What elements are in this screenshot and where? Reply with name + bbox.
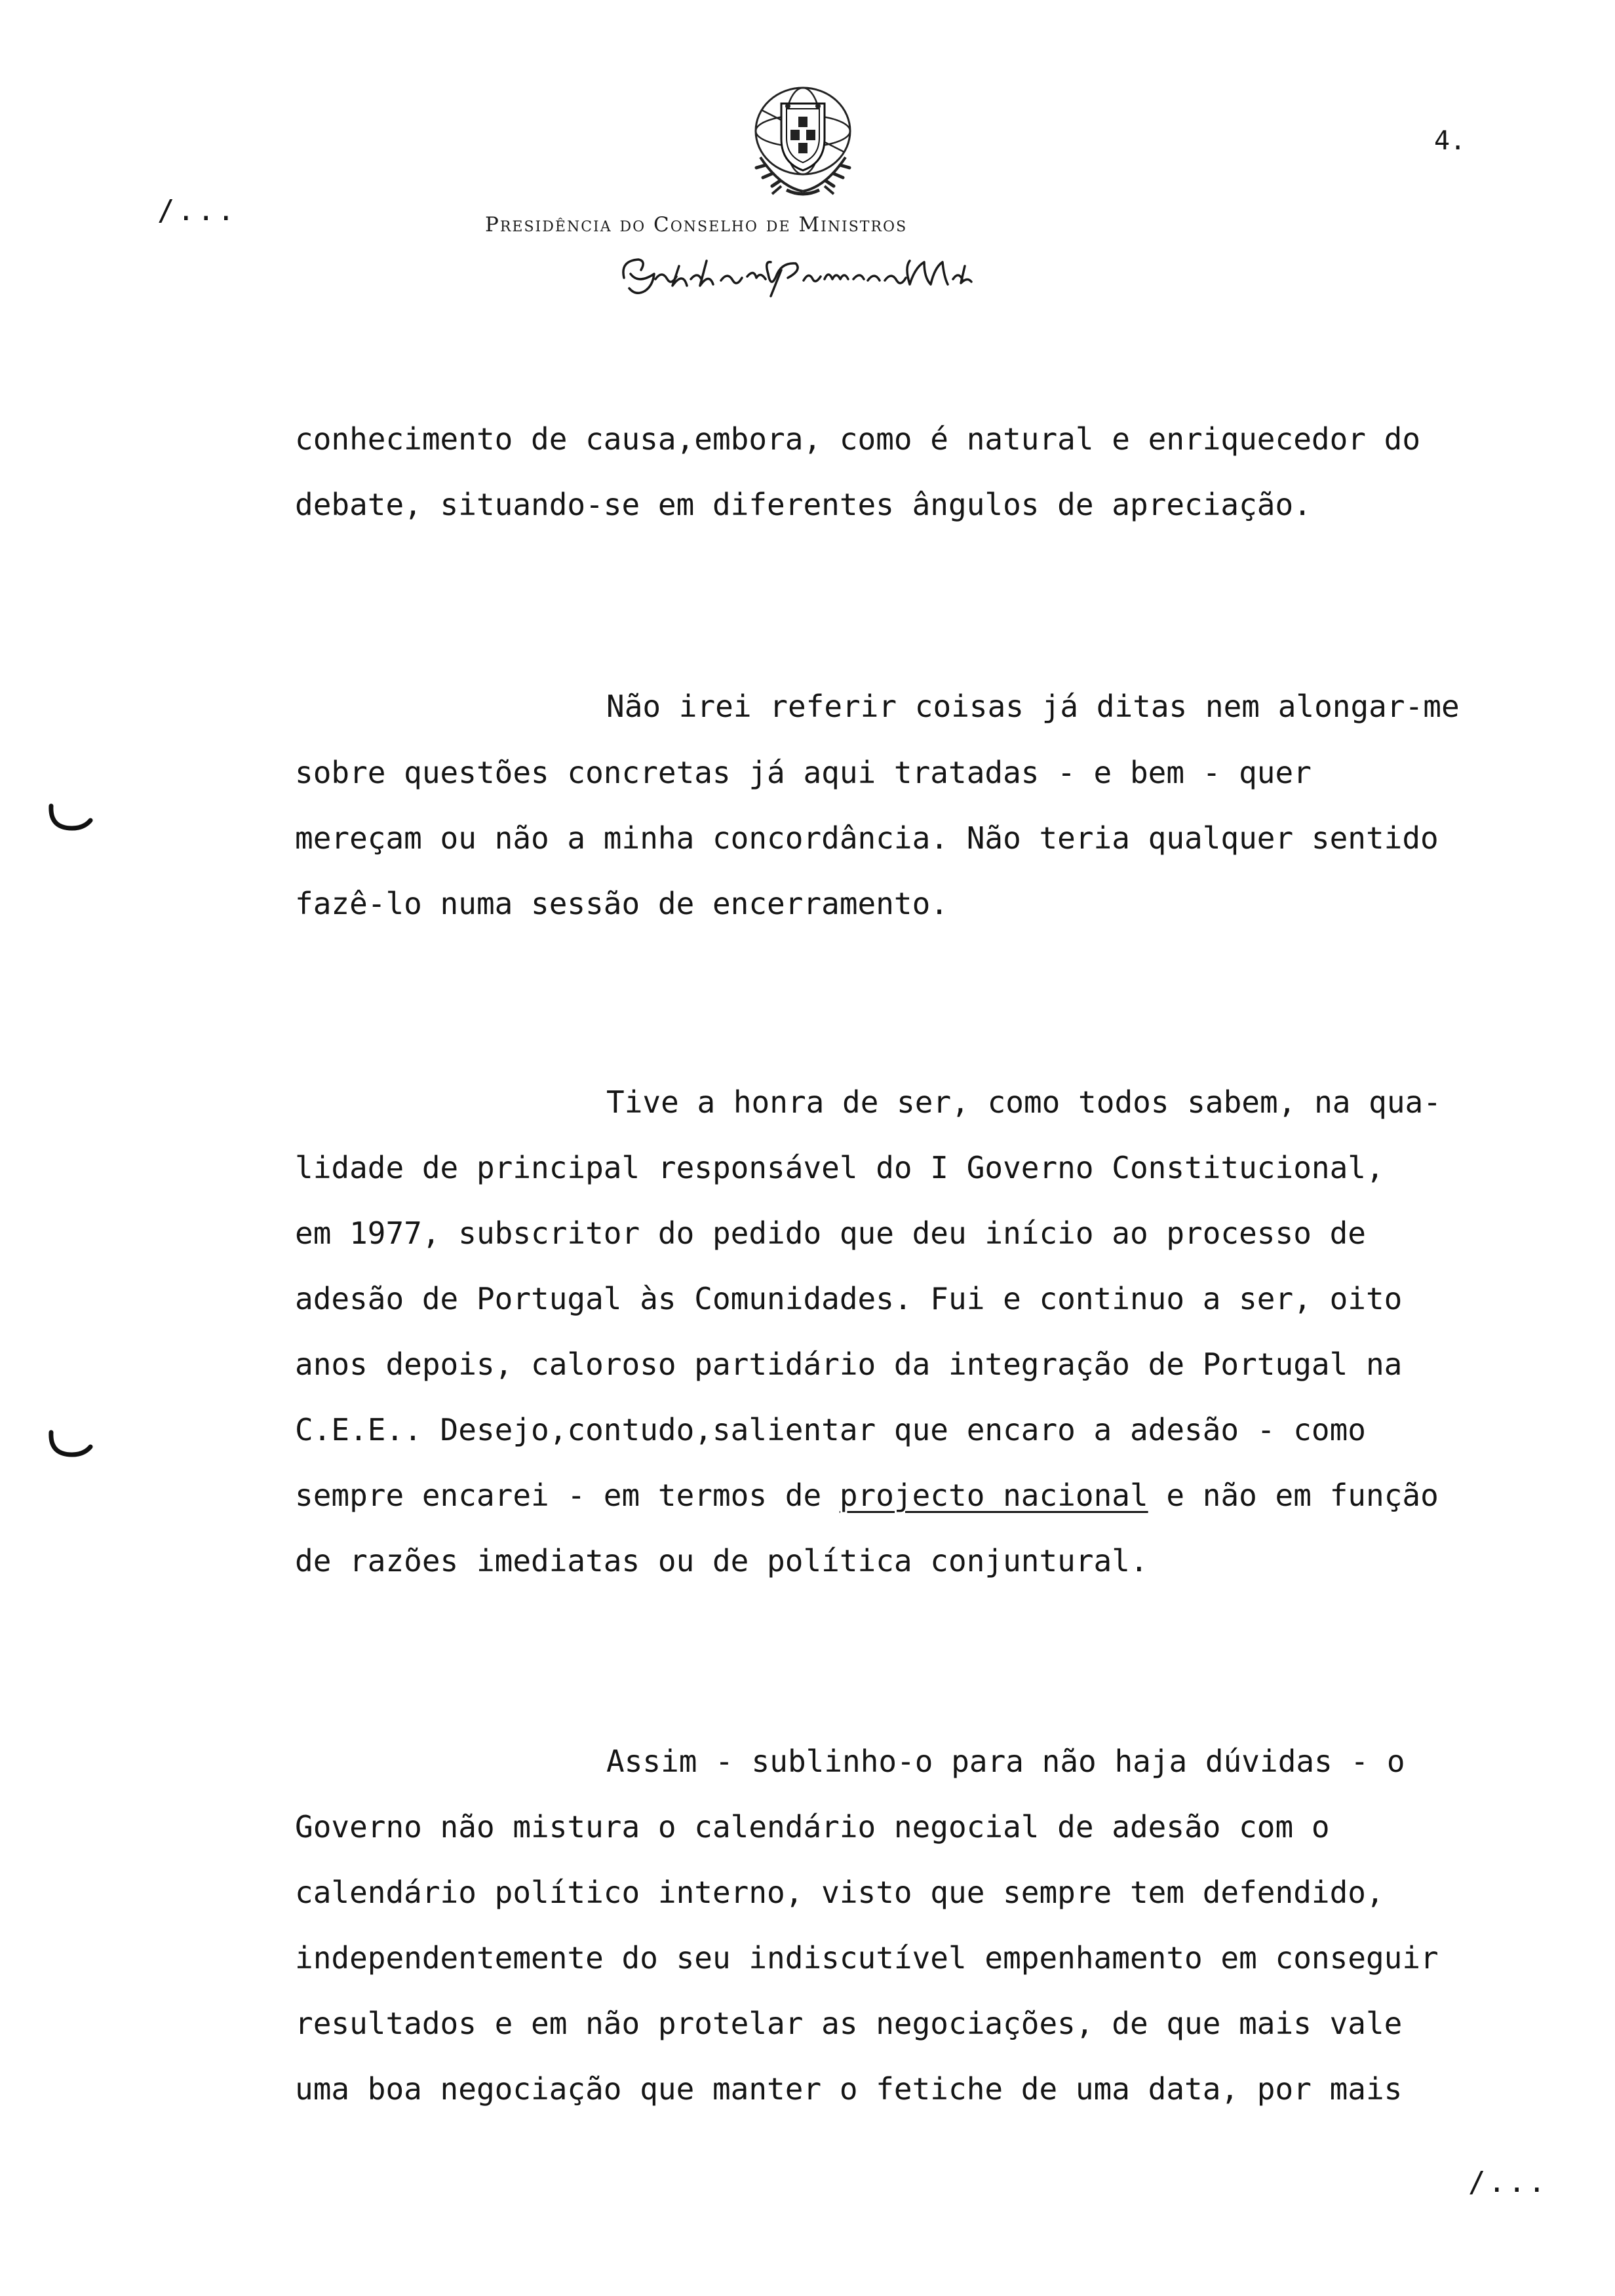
line-7-suffix: e não em função (1166, 1478, 1439, 1513)
paragraph-4-line-3: calendário político interno, visto que sempre tem defendido, (295, 1875, 1384, 1910)
paragraph-3-line-4: adesão de Portugal às Comunidades. Fui e continuo a ser, oito (295, 1281, 1403, 1316)
cabinet-script-heading (616, 248, 983, 300)
paragraph-3-line-1: Tive a honra de ser, como todos sabem, na qua- (606, 1084, 1441, 1120)
paragraph-2-line-1: Não irei referir coisas já ditas nem alongar-me (606, 689, 1460, 724)
coat-of-arms-icon (741, 79, 865, 200)
paragraph-3-line-3: em 1977, subscritor do pedido que deu início ao processo de (295, 1215, 1366, 1251)
paragraph-3-line-6: C.E.E.. Desejo,contudo,salientar que encaro a adesão - como (295, 1412, 1366, 1447)
paragraph-3-line-7 (295, 1478, 1439, 1513)
continuation-mark-top: /... (157, 194, 237, 227)
paragraph-1-line-2: debate, situando-se em diferentes ângulos de apreciação. (295, 487, 1312, 522)
paragraph-4-line-6: uma boa negociação que manter o fetiche de uma data, por mais (295, 2071, 1403, 2107)
paragraph-4-line-2: Governo não mistura o calendário negocial de adesão com o (295, 1809, 1330, 1845)
page-number: 4. (1434, 126, 1466, 156)
office-heading: Presidência do Conselho de Ministros (485, 213, 908, 237)
continuation-mark-bottom: /... (1468, 2166, 1548, 2199)
paragraph-4-line-1: Assim - sublinho-o para não haja dúvidas - o (606, 1744, 1405, 1779)
paragraph-1-line-1: conhecimento de causa,embora, como é natural e enriquecedor do (295, 421, 1421, 457)
paragraph-2-line-3: mereçam ou não a minha concordância. Não teria qualquer sentido (295, 820, 1439, 856)
line-7-prefix: sempre encarei - em termos de (295, 1478, 822, 1513)
paragraph-4-line-4: independentemente do seu indiscutível empenhamento em conseguir (295, 1940, 1439, 1976)
binder-hole-mark (47, 1428, 94, 1459)
paragraph-3-line-8: de razões imediatas ou de política conjuntural. (295, 1543, 1148, 1578)
underlined-phrase: projecto nacional (839, 1478, 1148, 1513)
paragraph-3-line-5: anos depois, caloroso partidário da integração de Portugal na (295, 1347, 1403, 1382)
paragraph-2-line-2: sobre questões concretas já aqui tratadas - e bem - quer (295, 755, 1312, 790)
paragraph-4-line-5: resultados e em não protelar as negociações, de que mais vale (295, 2006, 1403, 2041)
binder-hole-mark (47, 802, 94, 832)
paragraph-2-line-4: fazê-lo numa sessão de encerramento. (295, 886, 948, 921)
paragraph-3-line-2: lidade de principal responsável do I Governo Constitucional, (295, 1150, 1384, 1185)
